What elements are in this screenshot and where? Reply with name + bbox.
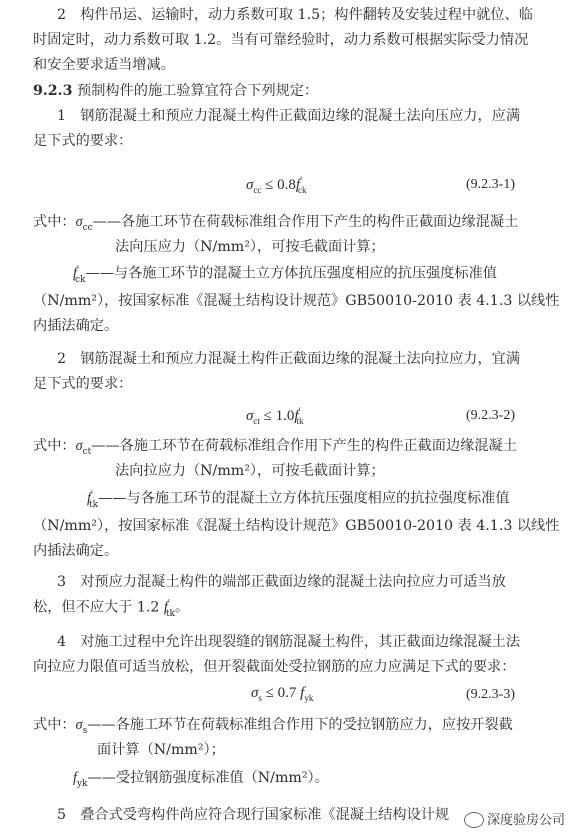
- definition-line: 式中：$\sigma_{cc}——$各施工环节在荷载标准组合作用下产生的构件正截面边缘混凝土: [33, 214, 519, 233]
- text-line: 4 对施工过程中允许出现裂缝的钢筋混凝土构件，其正截面边缘混凝土法: [57, 634, 521, 650]
- wechat-icon: [464, 812, 484, 828]
- definition-line: 法向压应力（N/mm²），可按毛截面计算；: [115, 239, 385, 255]
- text-line: 足下式的要求：: [33, 133, 133, 149]
- definition-line: $f'_{ck}——$与各施工环节的混凝土立方体抗压强度相应的抗压强度标准值: [73, 265, 497, 285]
- watermark-text: 深度验房公司: [486, 812, 565, 828]
- watermark: [464, 812, 565, 828]
- text-line: 和安全要求适当增减。: [33, 57, 175, 73]
- text-line: 松，但不应大于 1.2 $f'_{tk}$。: [33, 599, 190, 619]
- equation: $\sigma_s \le 0.7$ $f_{yk}$: [251, 685, 314, 703]
- text-line: 时固定时，动力系数可取 1.2。当有可靠经验时，动力系数可根据实际受力情况: [33, 32, 529, 48]
- text-line: 3 对预应力混凝土构件的端部正截面边缘的混凝土法向拉应力可适当放: [57, 574, 506, 590]
- equation: $\sigma_{cc} \le 0.8f'_{ck}$: [246, 175, 307, 195]
- text-line: 向拉应力限值可适当放松，但开裂截面处受拉钢筋的应力应满足下式的要求：: [33, 659, 516, 675]
- definition-line: （N/mm²），按国家标准《混凝土结构设计规范》GB50010-2010 表 4.1.3 以线性: [33, 518, 560, 534]
- definition-line: $f_{yk}——$受拉钢筋强度标准值（N/mm²）。: [73, 770, 329, 789]
- clause-text: 预制构件的施工验算宜符合下列规定：: [72, 83, 319, 99]
- equation-number: (9.2.3-3): [466, 687, 515, 702]
- definition-line: （N/mm²），按国家标准《混凝土结构设计规范》GB50010-2010 表 4.1.3 以线性: [33, 293, 560, 309]
- definition-line: 式中：$\sigma_s——$各施工环节在荷载标准组合作用下的受拉钢筋应力，应按开裂截: [33, 717, 513, 736]
- text-line: 足下式的要求：: [33, 376, 133, 392]
- definition-line: $f'_{tk}——$与各施工环节的混凝土立方体抗压强度相应的抗拉强度标准值: [87, 490, 510, 510]
- text-line: 1 钢筋混凝土和预应力混凝土构件正截面边缘的混凝土法向压应力，应满: [57, 108, 521, 124]
- text-line: 2 钢筋混凝土和预应力混凝土构件正截面边缘的混凝土法向拉应力，宜满: [57, 351, 521, 367]
- equation-number: (9.2.3-1): [466, 177, 515, 192]
- clause-number: 9.2.3: [33, 83, 73, 99]
- definition-line: 内插法确定。: [33, 543, 119, 559]
- definition-line: 法向拉应力（N/mm²），可按毛截面计算；: [115, 463, 385, 479]
- text-line: 2 构件吊运、运输时，动力系数可取 1.5；构件翻转及安装过程中就位、临: [57, 7, 533, 23]
- equation: $\sigma_{ct} \le 1.0f'_{tk}$: [246, 406, 304, 426]
- text-line: 5 叠合式受弯构件尚应符合现行国家标准《混凝土结构设计规: [57, 807, 450, 823]
- definition-line: 式中：$\sigma_{ct}——$各施工环节在荷载标准组合作用下产生的构件正截面边缘混凝土: [33, 438, 517, 457]
- definition-line: 内插法确定。: [33, 318, 119, 334]
- equation-number: (9.2.3-2): [466, 408, 515, 423]
- clause-heading: [33, 84, 318, 98]
- definition-line: 面计算（N/mm²）；: [97, 742, 225, 758]
